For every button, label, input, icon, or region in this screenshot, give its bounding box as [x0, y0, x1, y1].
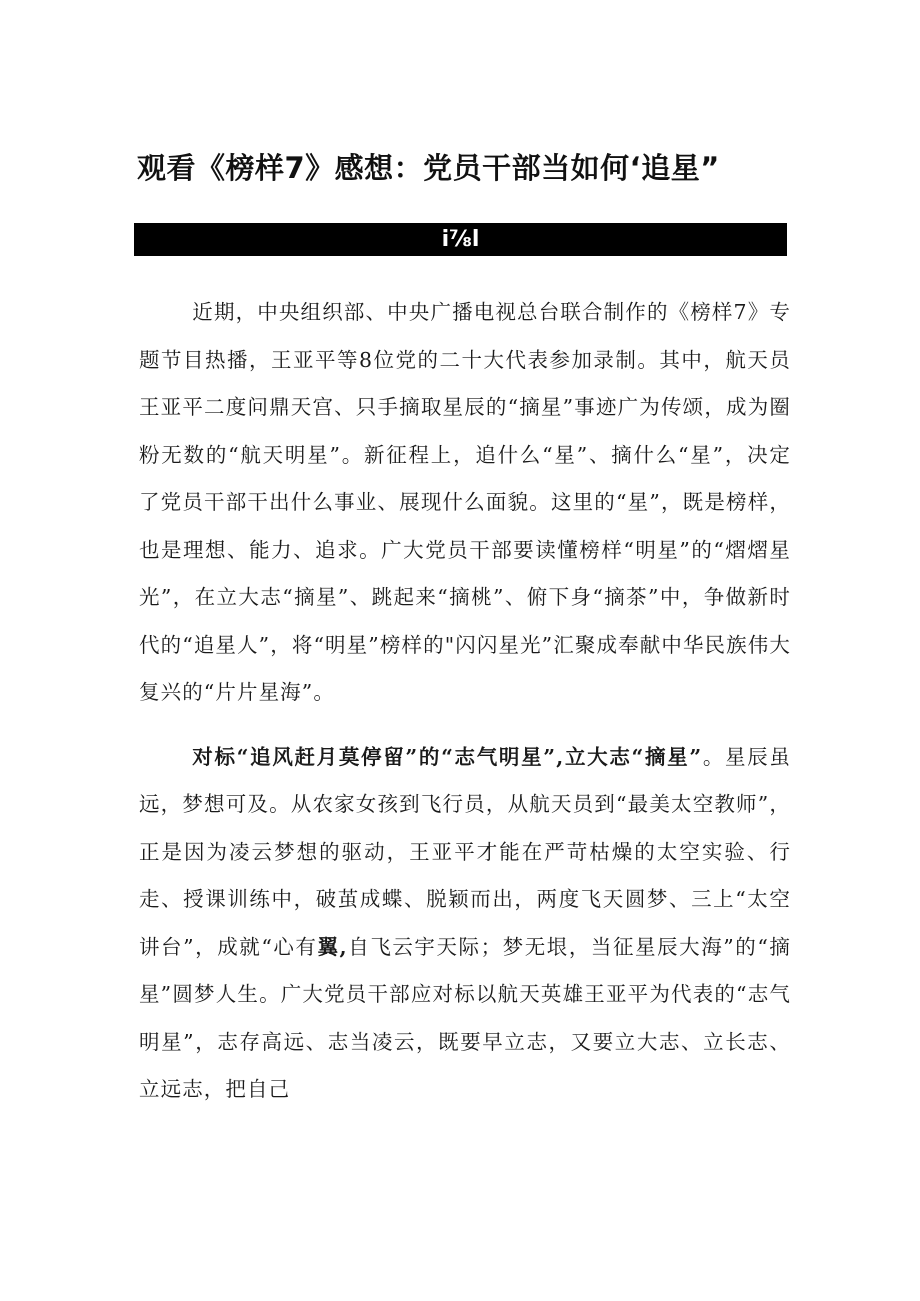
section-text-part-a: 。星辰虽远，梦想可及。从农家女孩到飞行员，从航天员到“最美太空教师”，正是因为凌云梦想的驱动，王亚平才能在严苛枯燥的太空实验、行走、授课训练中，破茧成蝶、脱颖而出，两度飞天圆梦、三上“太空讲台”，成就“心有	[139, 744, 791, 959]
paragraph-section-one	[139, 734, 791, 1114]
section-heading: 对标“追风赶月莫停留”的“志气明星”,立大志“摘星”	[192, 744, 703, 769]
section-bold-word: 翼,	[317, 934, 348, 959]
section-text-part-b: 自飞云宇天际；梦无垠，当征星辰大海”的“摘星”圆梦人生。广大党员干部应对标以航天英雄王亚平为代表的“志气明星”，志存高远、志当凌云，既要早立志，又要立大志、立长志、立远志，把自己	[139, 934, 791, 1101]
paragraph-intro: 近期，中央组织部、中央广播电视总台联合制作的《榜样7》专题节目热播，王亚平等8位党的二十大代表参加录制。其中，航天员王亚平二度问鼎天宫、只手摘取星辰的“摘星”事迹广为传颂，成为圈粉无数的“航天明星”。新征程上，追什么“星”、摘什么“星”，决定了党员干部干出什么事业、展现什么面貌。这里的“星”，既是榜样，也是理想、能力、追求。广大党员干部要读懂榜样“明星”的“熠熠星光”，在立大志“摘星”、跳起来“摘桃”、俯下身“摘茶”中，争做新时代的“追星人”，将“明星”榜样的"闪闪星光”汇聚成奉献中华民族伟大复兴的“片片星海”。	[139, 300, 791, 704]
document-title: 观看《榜样7》感想：党员干部当如何‘追星”	[137, 151, 720, 185]
author-banner: i⅞l	[134, 223, 787, 256]
document-body	[139, 289, 791, 1114]
